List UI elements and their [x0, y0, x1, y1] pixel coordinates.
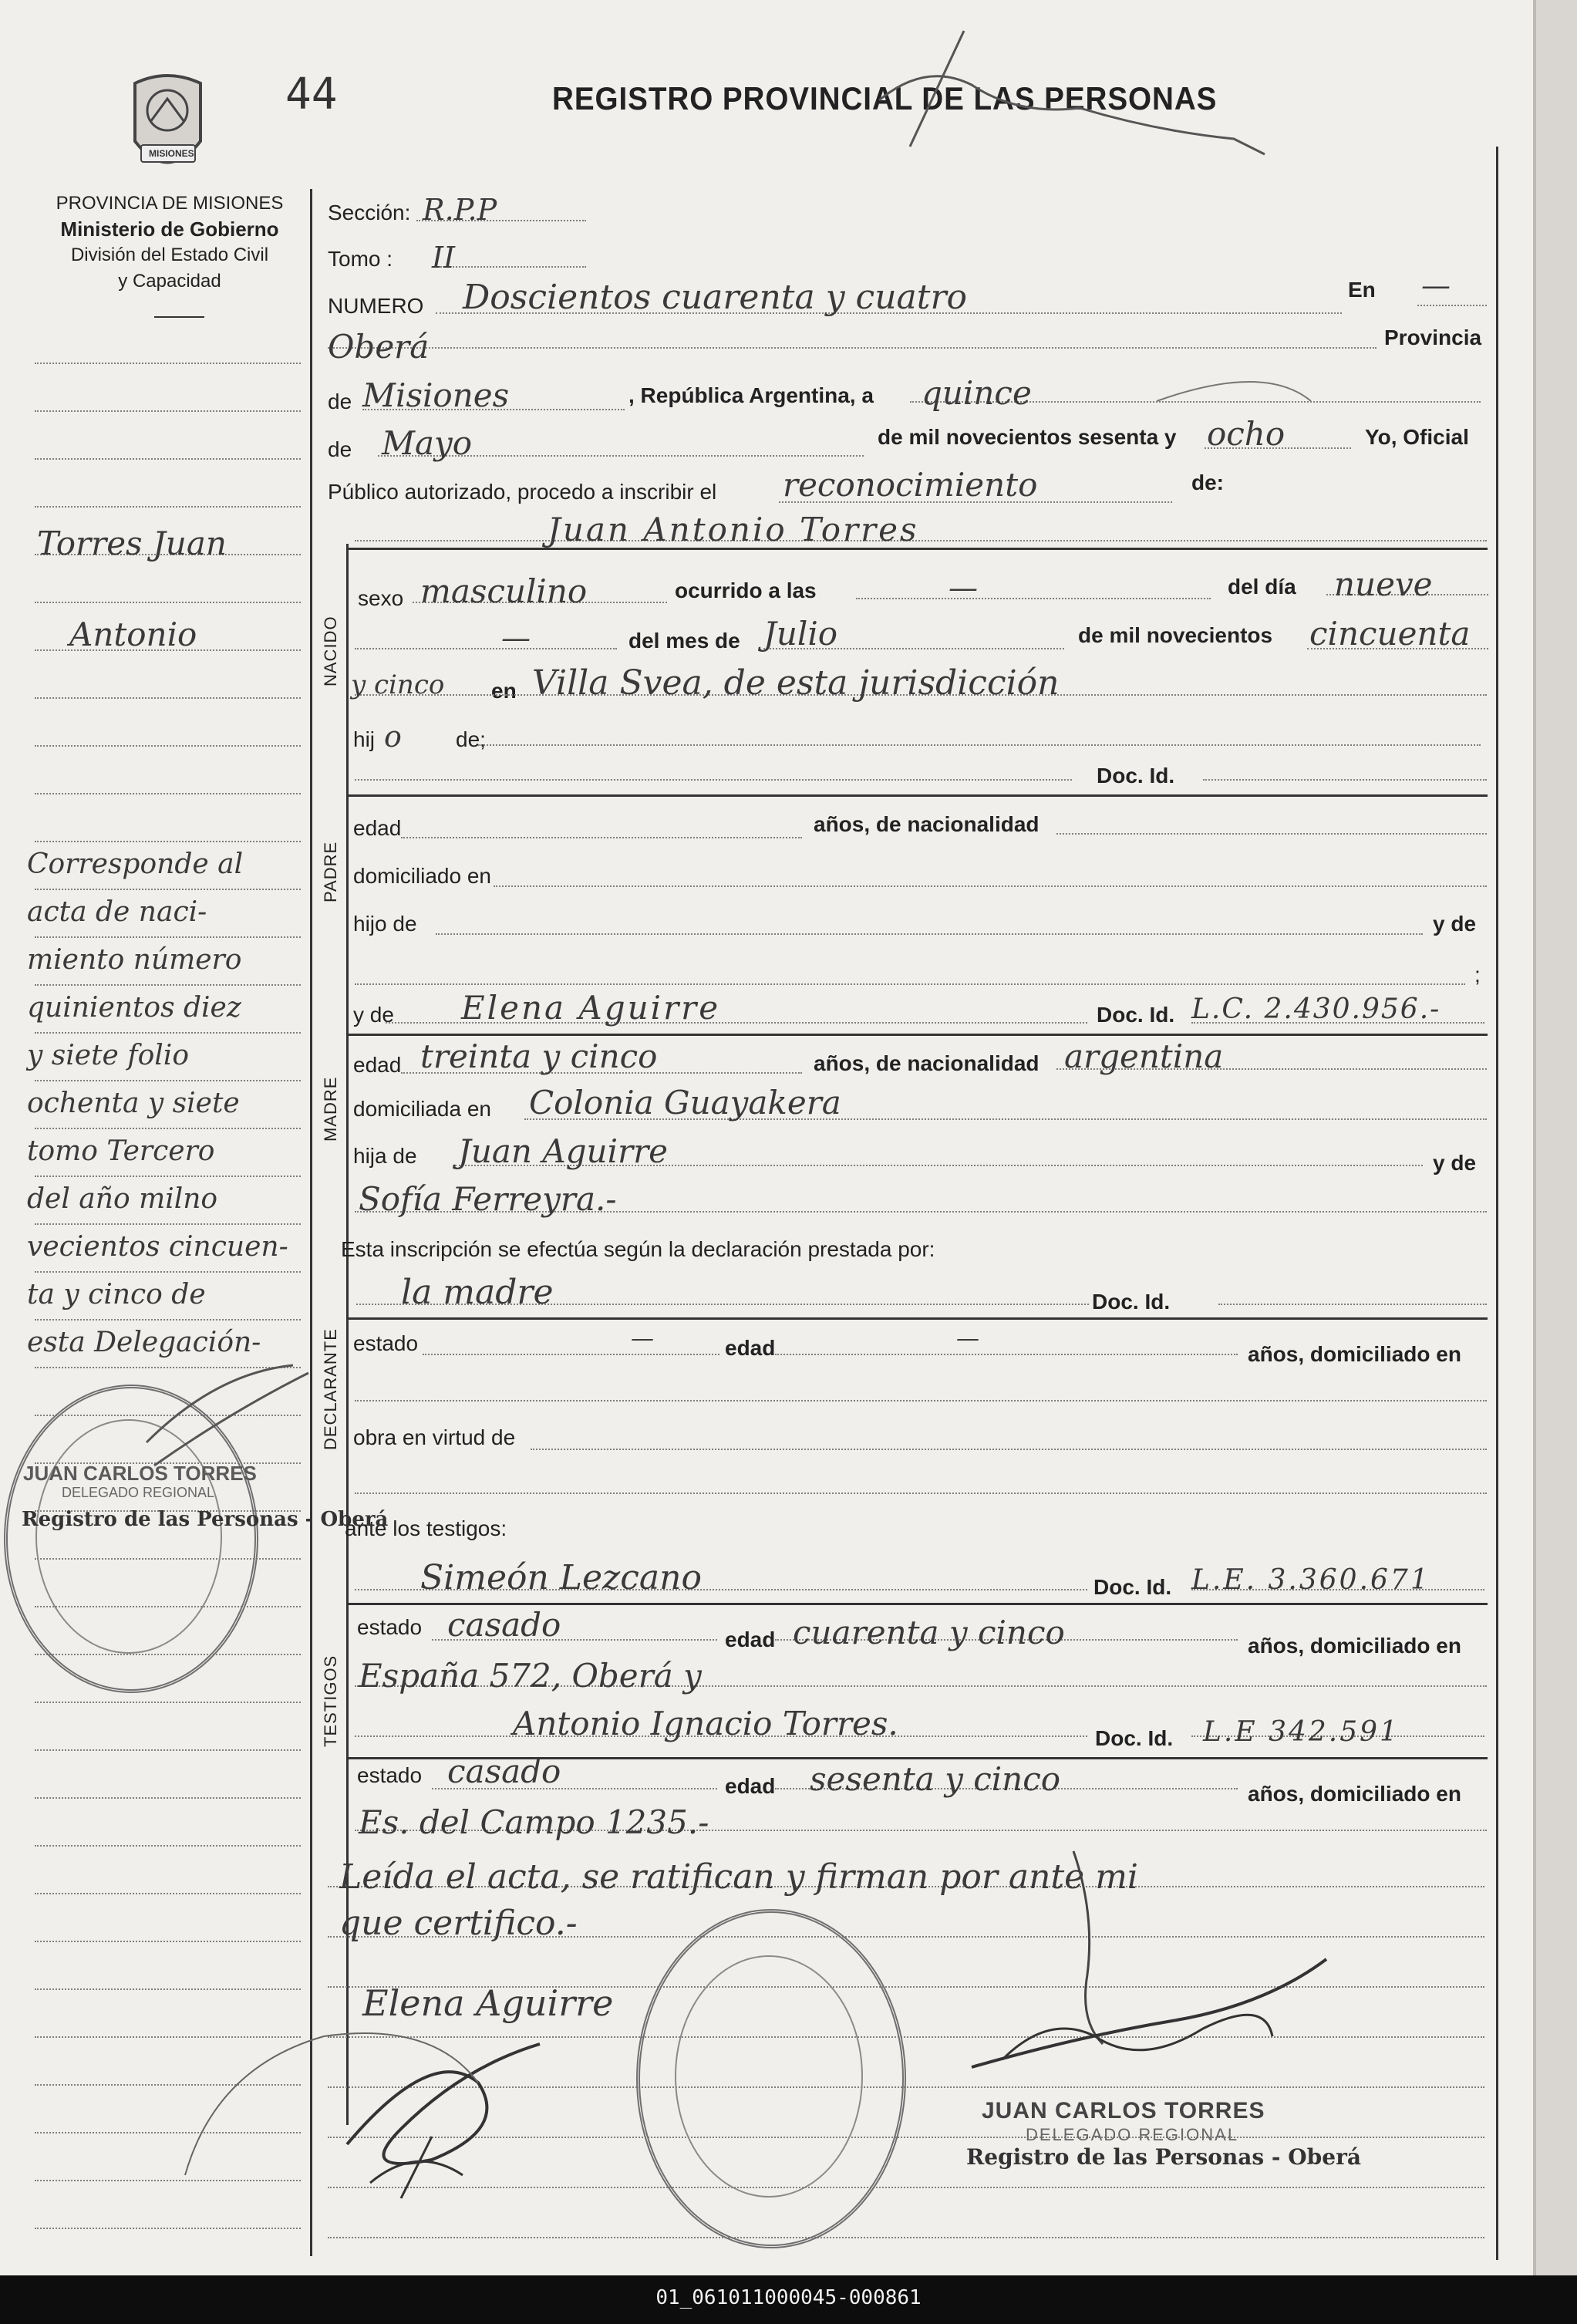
hw-hora: —: [949, 571, 978, 605]
label-obra: obra en virtud de: [353, 1425, 516, 1449]
label-testigo2-domicilio: años, domiciliado en: [1248, 1782, 1461, 1806]
hw-testigo2-domicilio: Es. del Campo 1235.-: [359, 1803, 709, 1841]
label-madre-y-de: y de: [353, 1003, 394, 1027]
hw-cierre-1: Leída el acta, se ratifican y firman por ante mi: [339, 1857, 1138, 1897]
hw-provincia-de: Misiones: [362, 376, 510, 414]
hw-madre-edad: treinta y cinco: [420, 1037, 658, 1075]
hw-testigo2-edad: sesenta y cinco: [810, 1760, 1061, 1798]
hw-hijo-sufijo: o: [384, 720, 402, 754]
margin-note-line: vecientos cincuen-: [27, 1231, 288, 1263]
stamp-role: DELEGADO REGIONAL: [1026, 2125, 1239, 2144]
label-docid-testigo1: Doc. Id.: [1093, 1575, 1172, 1599]
hw-anio: ocho: [1207, 415, 1286, 453]
margin-note-line: tomo Tercero: [27, 1135, 215, 1167]
hw-testigo1: Simeón Lezcano: [420, 1558, 702, 1597]
hw-testigo1-doc: L.E. 3.360.671: [1191, 1564, 1430, 1596]
tab-madre: MADRE: [321, 1076, 340, 1142]
label-en-2: en: [491, 679, 517, 703]
label-del-mes: del mes de: [628, 629, 740, 653]
label-en: En: [1348, 278, 1376, 302]
hw-madre-nombre: Elena Aguirre: [461, 989, 721, 1027]
label-publico: Público autorizado, procedo a inscribir el: [328, 480, 717, 504]
margin-note-line: y siete folio: [27, 1040, 189, 1071]
hw-declarante-estado: —: [631, 1325, 654, 1352]
page-number: 44: [285, 69, 338, 120]
tab-padre: PADRE: [321, 841, 340, 902]
label-padre-domicilio: domiciliado en: [353, 864, 491, 888]
emblem-label: MISIONES: [149, 148, 194, 159]
hw-testigo2-estado: casado: [447, 1752, 561, 1790]
ministry-line-2: Ministerio de Gobierno: [60, 218, 279, 241]
label-novecientos: de mil novecientos sesenta y: [878, 425, 1177, 449]
hw-madre-madre: Sofía Ferreyra.-: [359, 1180, 617, 1218]
hw-acto: reconocimiento: [783, 466, 1038, 504]
seal-left-office: Registro de las Personas - Oberá: [22, 1508, 389, 1531]
label-de-2: de: [328, 437, 352, 461]
scan-footer: [0, 2275, 1577, 2324]
ministry-line-1: PROVINCIA DE MISIONES: [56, 193, 284, 214]
hw-anio-nac: cincuenta: [1309, 615, 1471, 653]
hw-hora-2: —: [501, 621, 531, 655]
margin-note-line: ochenta y siete: [27, 1088, 240, 1119]
hw-firma-madre: Elena Aguirre: [362, 1982, 614, 2024]
seal-left-official: JUAN CARLOS TORRES: [23, 1462, 257, 1485]
margin-note-line: quinientos diez: [27, 992, 241, 1024]
label-madre-hija-de: hija de: [353, 1144, 417, 1168]
tab-nacido: NACIDO: [321, 616, 340, 686]
label-testigo1-domicilio: años, domiciliado en: [1248, 1634, 1461, 1658]
hw-declarante: la madre: [401, 1273, 554, 1312]
margin-name-2: Antonio: [69, 616, 197, 653]
hw-declarante-edad: —: [956, 1325, 979, 1352]
label-numero: NUMERO: [328, 294, 424, 318]
hw-testigo2-doc: L.E 342.591: [1203, 1716, 1400, 1748]
label-republica: , República Argentina, a: [628, 383, 874, 407]
next-page-strip: [1536, 0, 1577, 2275]
hw-testigo2: Antonio Ignacio Torres.: [513, 1705, 898, 1742]
document-title: REGISTRO PROVINCIAL DE LAS PERSONAS: [552, 80, 1218, 116]
label-hijo-de: de;: [456, 727, 486, 751]
label-docid-madre: Doc. Id.: [1097, 1003, 1175, 1027]
label-padre-hijo-de: hijo de: [353, 912, 417, 936]
label-docid-testigo2: Doc. Id.: [1095, 1726, 1174, 1750]
hw-sexo: masculino: [420, 572, 588, 610]
label-madre-y-de-2: y de: [1433, 1151, 1477, 1175]
tab-testigos: TESTIGOS: [321, 1654, 340, 1747]
hw-madre-padre: Juan Aguirre: [458, 1132, 669, 1170]
label-madre-domicilio: domiciliada en: [353, 1097, 491, 1121]
label-sexo: sexo: [358, 586, 404, 610]
hw-mes-nac: Julio: [763, 615, 838, 653]
hw-anio-nac-2: y cinco: [351, 670, 445, 700]
label-docid-nacido: Doc. Id.: [1097, 764, 1175, 788]
margin-note-line: miento número: [27, 944, 242, 976]
label-tomo: Tomo :: [328, 247, 393, 271]
ministry-line-3: División del Estado Civil: [70, 245, 269, 265]
hw-cierre-2: que certifico.-: [339, 1904, 578, 1943]
stamp-official: JUAN CARLOS TORRES: [982, 2098, 1265, 2123]
hw-mes: Mayo: [382, 424, 473, 462]
margin-note-line: ta y cinco de: [27, 1279, 206, 1310]
hw-numero: Doscientos cuarenta y cuatro: [463, 278, 967, 317]
label-declarante-edad: edad: [725, 1336, 776, 1360]
label-declarante-estado: estado: [353, 1331, 419, 1355]
margin-note-line: acta de naci-: [27, 896, 207, 928]
margin-note-line: del año milno: [27, 1183, 218, 1215]
tab-declarante: DECLARANTE: [321, 1328, 340, 1450]
label-mil-novecientos: de mil novecientos: [1078, 623, 1273, 647]
file-id: 01_061011000045-000861: [655, 2286, 922, 2309]
hw-madre-nacionalidad: argentina: [1064, 1037, 1224, 1075]
label-testigo2-estado: estado: [357, 1763, 423, 1787]
label-declarante-domicilio: años, domiciliado en: [1248, 1342, 1461, 1366]
label-madre-nacionalidad: años, de nacionalidad: [814, 1051, 1040, 1075]
hw-nombre: Juan Antonio Torres: [548, 511, 919, 548]
label-docid-declarante: Doc. Id.: [1092, 1290, 1171, 1314]
label-padre-nacionalidad: años, de nacionalidad: [814, 812, 1040, 836]
hw-madre-doc: L.C. 2.430.956.-: [1191, 993, 1441, 1025]
hw-madre-domicilio: Colonia Guayakera: [529, 1084, 841, 1122]
hw-tomo: II: [432, 241, 456, 275]
label-seccion: Sección:: [328, 201, 411, 224]
label-padre-y-de: y de: [1433, 912, 1477, 936]
hw-testigo1-edad: cuarenta y cinco: [793, 1614, 1065, 1651]
margin-name-1: Torres Juan: [37, 525, 227, 562]
hw-dia-nac: nueve: [1334, 565, 1433, 603]
margin-note-line: Corresponde al: [27, 848, 244, 880]
label-testigo1-estado: estado: [357, 1615, 423, 1639]
hw-testigo1-estado: casado: [447, 1606, 561, 1644]
label-inscripcion: Esta inscripción se efectúa según la declaración prestada por:: [341, 1237, 935, 1261]
label-testigo1-edad: edad: [725, 1627, 776, 1651]
label-semicolon: ;: [1474, 963, 1481, 987]
hw-dia: quince: [922, 374, 1032, 412]
margin-note-line: esta Delegación-: [27, 1327, 261, 1358]
label-ocurrido: ocurrido a las: [675, 578, 817, 602]
label-yo-oficial: Yo, Oficial: [1365, 425, 1469, 449]
label-madre-edad: edad: [353, 1053, 402, 1077]
stamp-office: Registro de las Personas - Oberá: [966, 2144, 1361, 2170]
hw-lugar-nac: Villa Svea, de esta jurisdicción: [532, 663, 1060, 703]
label-padre-edad: edad: [353, 816, 402, 840]
label-de-colon: de:: [1191, 471, 1224, 494]
label-provincia: Provincia: [1384, 325, 1482, 349]
label-de-1: de: [328, 390, 352, 413]
hw-seccion: R.P.P: [423, 193, 497, 227]
hw-en: —: [1421, 268, 1451, 302]
hw-lugar: Oberá: [328, 328, 430, 366]
ministry-line-4: y Capacidad: [118, 271, 221, 292]
hw-testigo1-domicilio: España 572, Oberá y: [359, 1657, 702, 1695]
label-hijo: hij: [353, 727, 376, 751]
label-testigo2-edad: edad: [725, 1774, 776, 1798]
label-del-dia: del día: [1228, 575, 1296, 599]
label-testigos: ante los testigos:: [345, 1516, 507, 1540]
seal-left-role: DELEGADO REGIONAL: [62, 1485, 215, 1500]
